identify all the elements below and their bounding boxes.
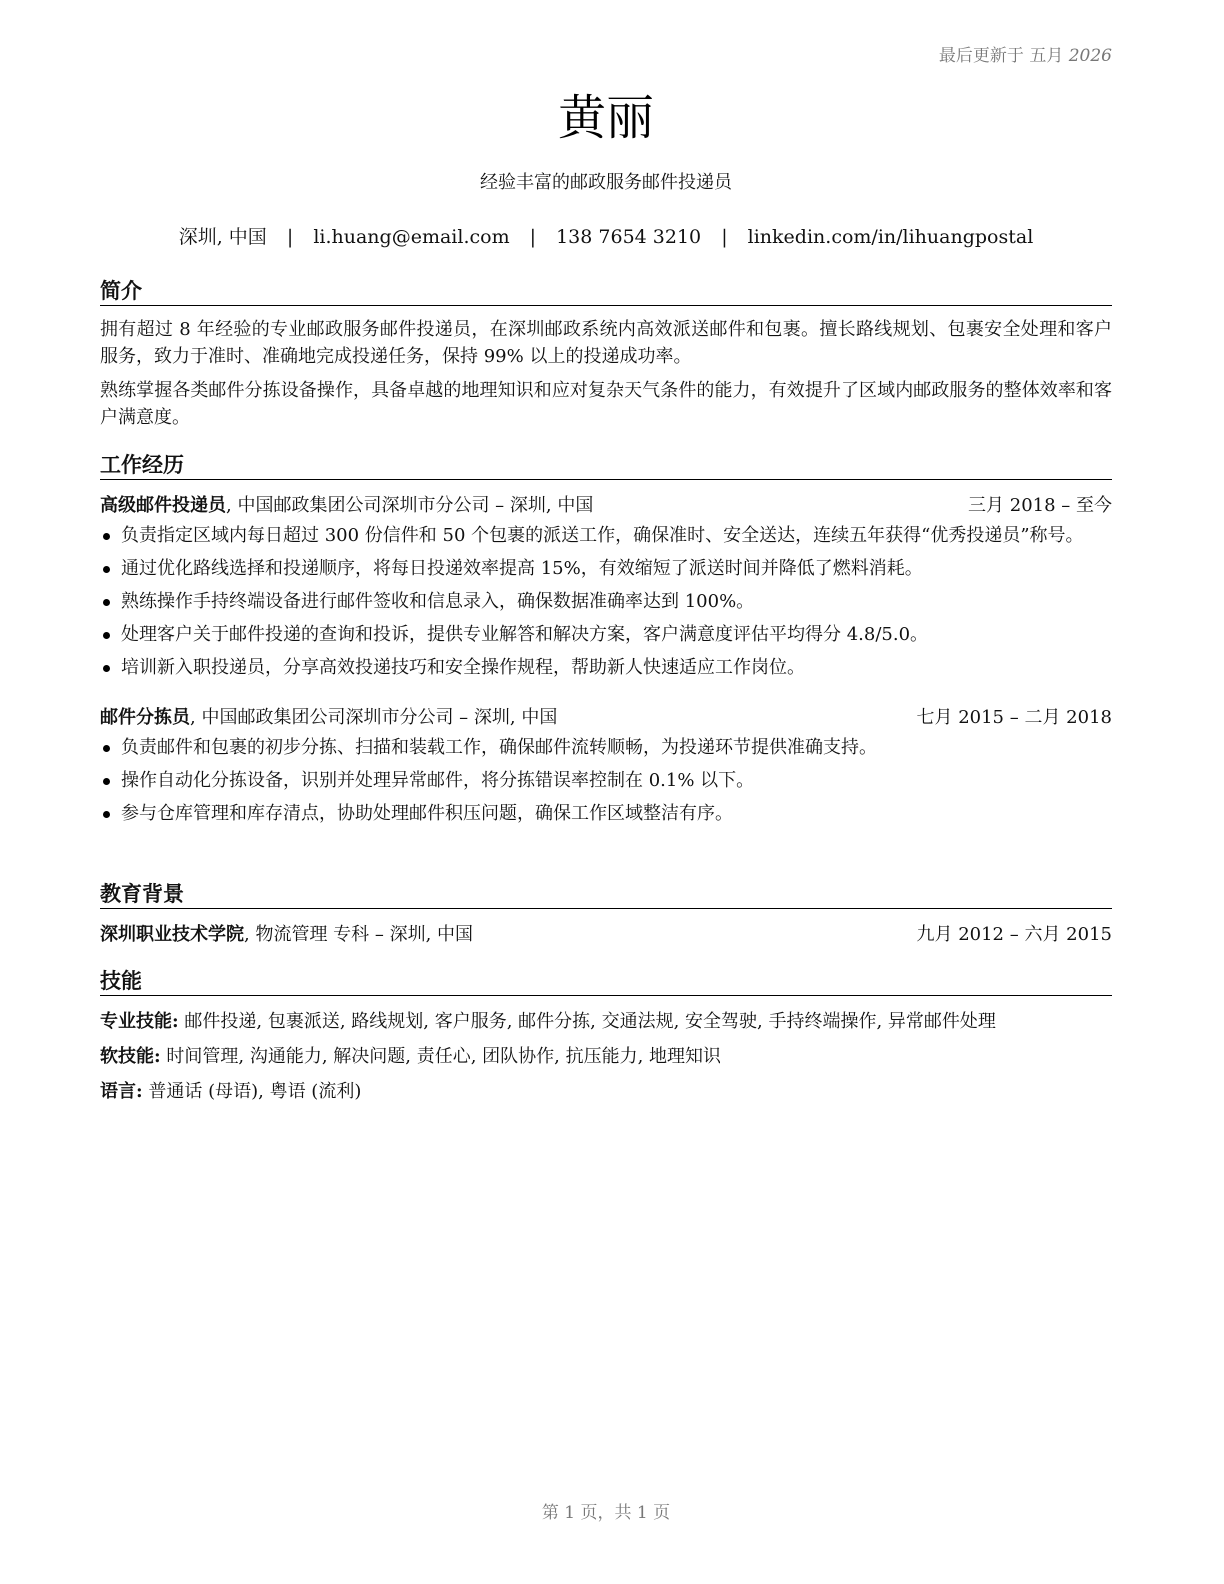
contact-location: 深圳, 中国 <box>178 226 267 248</box>
bullet-text: 熟练操作手持终端设备进行邮件签收和信息录入，确保数据准确率达到 100%。 <box>121 591 755 612</box>
contact-line <box>100 224 1112 250</box>
summary-paragraph: 熟练掌握各类邮件分拣设备操作，具备卓越的地理知识和应对复杂天气条件的能力，有效提升了区域内邮政服务的整体效率和客户满意度。 <box>100 380 1112 428</box>
contact-separator: | <box>721 226 728 248</box>
list-item <box>100 523 1112 549</box>
job-title: 高级邮件投递员 <box>100 495 226 516</box>
skill-label: 专业技能: <box>100 1011 179 1032</box>
bullet-icon <box>103 632 110 639</box>
job-org: , 中国邮政集团公司深圳市分公司 – 深圳, 中国 <box>226 495 594 516</box>
job-entry <box>100 705 1112 827</box>
job-bullets <box>100 735 1112 827</box>
job-header <box>100 705 1112 731</box>
job-dates: 七月 2015 – 二月 2018 <box>916 707 1112 728</box>
contact-phone: 138 7654 3210 <box>556 226 702 248</box>
education-dates: 九月 2012 – 六月 2015 <box>916 924 1112 945</box>
contact-separator: | <box>529 226 537 248</box>
contact-separator: | <box>286 226 294 248</box>
list-item <box>100 655 1112 681</box>
skills-section <box>100 968 1112 1114</box>
skills-heading: 技能 <box>100 968 1112 996</box>
bullet-icon <box>103 665 110 672</box>
list-item <box>100 768 1112 794</box>
contact-linkedin[interactable]: linkedin.com/in/lihuangpostal <box>747 226 1034 248</box>
education-entry <box>100 922 1112 948</box>
job-bullets <box>100 523 1112 681</box>
job-title: 邮件分拣员 <box>100 707 190 728</box>
candidate-subtitle: 经验丰富的邮政服务邮件投递员 <box>480 172 732 193</box>
page-number: 第 1 页，共 1 页 <box>541 1503 671 1523</box>
bullet-text: 操作自动化分拣设备，识别并处理异常邮件，将分拣错误率控制在 0.1% 以下。 <box>121 770 755 791</box>
skills-list <box>100 1009 1112 1105</box>
bullet-text: 处理客户关于邮件投递的查询和投诉，提供专业解答和解决方案，客户满意度评估平均得分 4.8/5.0。 <box>121 624 929 645</box>
bullet-icon <box>103 533 110 540</box>
job-entry <box>100 493 1112 681</box>
skill-label: 语言: <box>100 1081 143 1102</box>
skill-value: 时间管理, 沟通能力, 解决问题, 责任心, 团队协作, 抗压能力, 地理知识 <box>160 1046 722 1067</box>
bullet-icon <box>103 811 110 818</box>
bullet-text: 负责指定区域内每日超过 300 份信件和 50 个包裹的派送工作，确保准时、安全送达，连续五年获得“优秀投递员”称号。 <box>121 525 1084 546</box>
experience-section <box>100 452 1112 834</box>
skill-value: 普通话 (母语), 粤语 (流利) <box>142 1081 362 1102</box>
updated-prefix: 最后更新于 <box>938 46 1024 66</box>
list-item <box>100 801 1112 827</box>
last-updated <box>939 45 1112 67</box>
job-title-line <box>100 705 557 731</box>
bullet-text: 通过优化路线选择和投递顺序，将每日投递效率提高 15%，有效缩短了派送时间并降低了燃料消耗。 <box>121 558 923 579</box>
resume-page <box>100 0 1112 1584</box>
school-name: 深圳职业技术学院 <box>100 924 244 945</box>
list-item <box>100 589 1112 615</box>
job-header <box>100 493 1112 519</box>
skill-line <box>100 1044 1112 1070</box>
summary-paragraph: 拥有超过 8 年经验的专业邮政服务邮件投递员，在深圳邮政系统内高效派送邮件和包裹。擅长路线规划、包裹安全处理和客户服务，致力于准时、准确地完成投递任务，保持 99% 以上的投递成功率。 <box>100 319 1112 367</box>
summary-heading: 简介 <box>100 278 1112 306</box>
experience-heading: 工作经历 <box>100 452 1112 480</box>
education-detail: , 物流管理 专科 – 深圳, 中国 <box>244 924 474 945</box>
bullet-icon <box>103 566 110 573</box>
list-item <box>100 622 1112 648</box>
skill-line <box>100 1079 1112 1105</box>
bullet-text: 培训新入职投递员，分享高效投递技巧和安全操作规程，帮助新人快速适应工作岗位。 <box>121 657 805 678</box>
bullet-text: 参与仓库管理和库存清点，协助处理邮件积压问题，确保工作区域整洁有序。 <box>121 803 733 824</box>
skill-label: 软技能: <box>100 1046 161 1067</box>
skill-line <box>100 1009 1112 1035</box>
summary-section <box>100 278 1112 431</box>
candidate-name: 黄丽 <box>557 90 654 146</box>
list-item <box>100 735 1112 761</box>
education-heading: 教育背景 <box>100 881 1112 909</box>
job-dates: 三月 2018 – 至今 <box>968 495 1112 516</box>
job-title-line <box>100 493 593 519</box>
list-item <box>100 556 1112 582</box>
job-org: , 中国邮政集团公司深圳市分公司 – 深圳, 中国 <box>190 707 558 728</box>
bullet-icon <box>103 778 110 785</box>
updated-month: 五月 <box>1029 46 1064 66</box>
contact-email[interactable]: li.huang@email.com <box>313 226 510 248</box>
updated-year: 2026 <box>1068 46 1112 66</box>
bullet-text: 负责邮件和包裹的初步分拣、扫描和装载工作，确保邮件流转顺畅，为投递环节提供准确支持。 <box>121 737 877 758</box>
skill-value: 邮件投递, 包裹派送, 路线规划, 客户服务, 邮件分拣, 交通法规, 安全驾驶, 手持终端操作, 异常邮件处理 <box>178 1011 996 1032</box>
education-line <box>100 922 473 948</box>
education-section <box>100 881 1112 948</box>
bullet-icon <box>103 745 110 752</box>
bullet-icon <box>103 599 110 606</box>
